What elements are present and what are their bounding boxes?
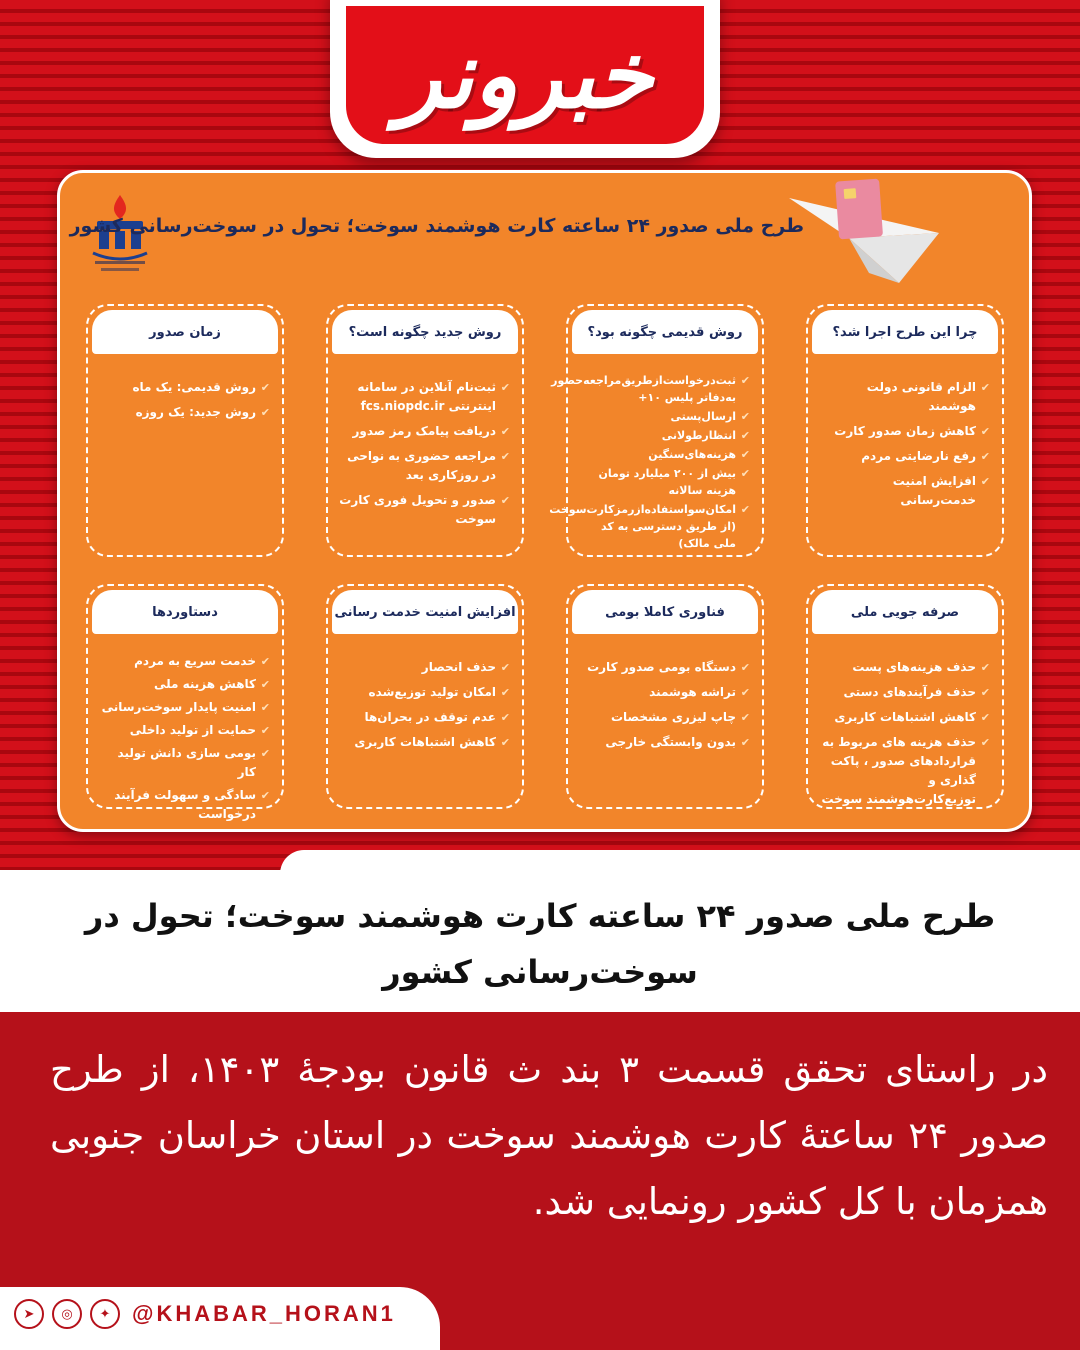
card-title: زمان صدور (92, 310, 278, 354)
check-icon: ✔ (260, 406, 270, 419)
list-item: ✔ سادگی و سهولت فرآیند درخواست (114, 788, 270, 821)
check-icon: ✔ (260, 701, 270, 714)
check-icon: ✔ (740, 410, 750, 423)
check-icon: ✔ (260, 747, 270, 760)
card-service-security (326, 584, 524, 809)
list-item: ✔ بدون وابستگی خارجی (576, 733, 750, 752)
telegram-icon[interactable]: ➤ (14, 1299, 44, 1329)
check-icon: ✔ (500, 381, 510, 394)
list-item: ✔ کاهش زمان صدور کارت (816, 422, 990, 441)
card-national-savings (806, 584, 1004, 809)
card-achievements (86, 584, 284, 821)
check-icon: ✔ (980, 425, 990, 438)
check-icon: ✔ (980, 736, 990, 749)
list-item: ✔ الزام قانونی دولت هوشمند (866, 380, 990, 413)
list-item: ✔ حذف فرآیندهای دستی (816, 683, 990, 702)
card-title: فناوری کاملا بومی (572, 590, 758, 634)
check-icon: ✔ (740, 503, 750, 516)
list-item: ✔ افزایش امنیت خدمت‌رسانی (892, 474, 990, 507)
list-item: ✔ کاهش اشتباهات کاربری (816, 708, 990, 727)
card-title: افزایش امنیت خدمت رسانی (332, 590, 518, 634)
check-icon: ✔ (260, 381, 270, 394)
check-icon: ✔ (260, 789, 270, 802)
card-title: چرا این طرح اجرا شد؟ (812, 310, 998, 354)
check-icon: ✔ (740, 736, 750, 749)
list-item: ✔ کاهش هزینه ملی (96, 675, 270, 694)
list-item: ✔ کاهش اشتباهات کاربری (336, 733, 510, 752)
list-item: ✔ رفع نارضایتی مردم (816, 447, 990, 466)
card-why (806, 304, 1004, 557)
check-icon: ✔ (500, 494, 510, 507)
check-icon: ✔ (740, 429, 750, 442)
list-item: ✔ دریافت پیامک رمز صدور (336, 422, 510, 441)
check-icon: ✔ (980, 475, 990, 488)
list-item: ✔ مراجعه حضوری به نواحی در روزکاری بعد (347, 449, 510, 482)
card-title: روش جدید چگونه است؟ (332, 310, 518, 354)
list-item: ✔ ثبت‌نام آنلاین در سامانه اینترنتی fcs.niopdc.ir (357, 380, 510, 413)
footer-handle-row (14, 1299, 396, 1329)
check-icon: ✔ (980, 381, 990, 394)
footer-handle-bar (0, 1287, 440, 1350)
list-item: ✔ حذف انحصار (336, 658, 510, 677)
card-title: صرفه جویی ملی (812, 590, 998, 634)
card-local-technology (566, 584, 764, 809)
infographic-poster (57, 170, 1032, 832)
list-item: ✔ ثبت‌درخواست‌ازطریق‌مراجعه‌حضور به‌دفاتر پلیس ۱۰+ (551, 374, 750, 404)
list-item: ✔ بومی سازی دانش تولید کار (117, 746, 270, 779)
check-icon: ✔ (500, 661, 510, 674)
check-icon: ✔ (980, 686, 990, 699)
list-item: ✔ چاپ لیزری مشخصات (576, 708, 750, 727)
list-item: ✔ حذف هزینه های مربوط به قراردادهای صدور ، پاکت گذاری و توزیع‌کارت‌هوشمند سوخت (821, 735, 990, 806)
check-icon: ✔ (500, 450, 510, 463)
list-item: ✔ امکان تولید توزیع‌شده (336, 683, 510, 702)
check-icon: ✔ (980, 711, 990, 724)
brand-logo: خبرونر (396, 21, 654, 129)
list-item: ✔ امنیت پایدار سوخت‌رسانی (96, 698, 270, 717)
check-icon: ✔ (740, 686, 750, 699)
list-item: ✔ انتظار‌طولانی (661, 429, 750, 442)
body-text: در راستای تحقق قسمت ۳ بند ث قانون بودجهٔ ۱۴۰۳، از طرح صدور ۲۴ ساعتهٔ کارت هوشمند سوخت در استان خراسان جنوبی همزمان با کل کشور رونمایی شد. (50, 1048, 1049, 1223)
list-item: ✔ روش قدیمی: یک ماه (96, 378, 270, 397)
card-title: روش قدیمی چگونه بود؟ (572, 310, 758, 354)
list-item: ✔ حمایت از تولید داخلی (96, 721, 270, 740)
instagram-icon[interactable]: ◎ (52, 1299, 82, 1329)
list-item: ✔ عدم توقف در بحران‌ها (336, 708, 510, 727)
paper-plane-icon (789, 178, 939, 288)
card-issue-time (86, 304, 284, 557)
list-item: ✔ حذف هزینه‌های پست (816, 658, 990, 677)
social-handle[interactable]: @KHABAR_HORAN1 (132, 1301, 396, 1326)
list-item: ✔ خدمت سریع به مردم (96, 652, 270, 671)
check-icon: ✔ (980, 450, 990, 463)
logo-tab (330, 0, 720, 158)
check-icon: ✔ (740, 448, 750, 461)
card-new-method (326, 304, 524, 557)
list-item: ✔ امکان‌سواستفاده‌از‌رمز‌کارت‌سوخت (از طریق دسترسی به کد ملی مالک) (549, 503, 750, 550)
check-icon: ✔ (260, 678, 270, 691)
headline-band (0, 870, 1080, 1012)
check-icon: ✔ (740, 374, 750, 387)
card-title: دستاوردها (92, 590, 278, 634)
list-item: ✔ هزینه‌های‌سنگین (648, 448, 750, 461)
list-item: ✔ ارسال‌پستی (670, 410, 750, 423)
check-icon: ✔ (500, 736, 510, 749)
check-icon: ✔ (260, 655, 270, 668)
logo-badge (346, 6, 704, 144)
headline-band-tab (280, 850, 1080, 874)
card-old-method (549, 304, 764, 557)
list-item: ✔ روش جدید: یک روزه (96, 403, 270, 422)
poster-title: طرح ملی صدور ۲۴ ساعته کارت هوشمند سوخت؛ تحول در سوخت‌رسانی کشور (69, 215, 804, 237)
check-icon: ✔ (740, 711, 750, 724)
list-item: ✔ بیش از ۲۰۰ میلیارد تومان هزینه سالانه (598, 467, 750, 497)
check-icon: ✔ (500, 425, 510, 438)
twitter-icon[interactable]: ✦ (90, 1299, 120, 1329)
headline: طرح ملی صدور ۲۴ ساعته کارت هوشمند سوخت؛ تحول در سوخت‌رسانی کشور (84, 897, 996, 991)
check-icon: ✔ (260, 724, 270, 737)
check-icon: ✔ (500, 686, 510, 699)
check-icon: ✔ (980, 661, 990, 674)
list-item: ✔ دستگاه بومی صدور کارت (576, 658, 750, 677)
list-item: ✔ تراشه هوشمند (576, 683, 750, 702)
list-item: ✔ صدور و تحویل فوری کارت سوخت (339, 493, 510, 526)
check-icon: ✔ (740, 467, 750, 480)
check-icon: ✔ (500, 711, 510, 724)
check-icon: ✔ (740, 661, 750, 674)
